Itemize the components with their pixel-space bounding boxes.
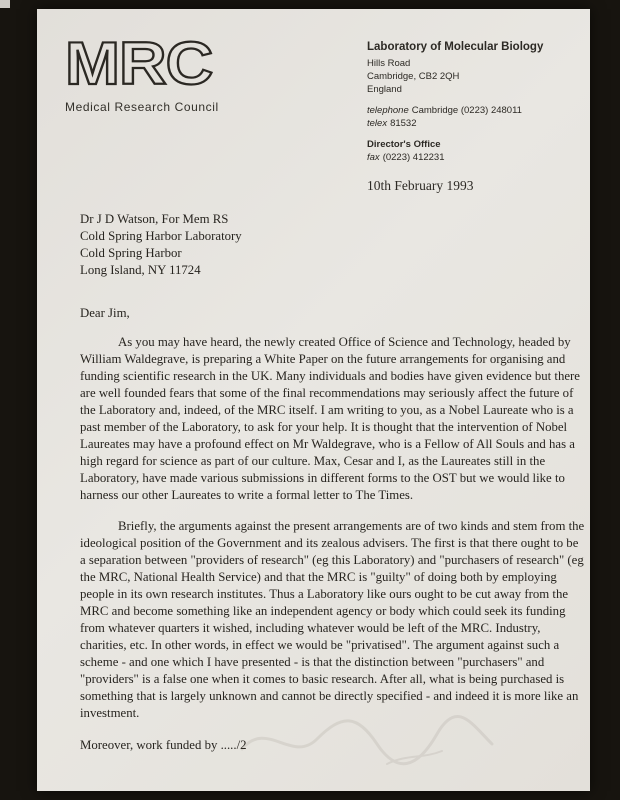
fax-line — [367, 151, 577, 164]
telephone-label: telephone — [367, 105, 409, 116]
mrc-logo-block — [65, 28, 219, 114]
body-paragraph: As you may have heard, the newly created Office of Science and Technology, headed by William Waldegrave, is preparing a White Paper on the future arrangements for organising and funding scientific research in the UK. Many individuals and bodies have given evidence but there are well founded fears that some of the final recommendations may seriously affect the future of the Laboratory and, indeed, of the MRC itself. I am writing to you, as a Nobel Laureate who is a past member of the Laboratory, to ask for your help. It is thought that the intervention of Nobel Laureates may have a profound effect on Mr Waldegrave, who is a Fellow of All Souls and has a high regard for science as part of our culture. Max, Cesar and I, as the Laureates still in the Laboratory, have made various submissions in different forms to the OST but we would like to harness our other Laureates to write a formal letter to The Times. — [80, 335, 580, 502]
lab-name: Laboratory of Molecular Biology — [367, 41, 544, 53]
office-name: Director's Office — [367, 139, 441, 150]
telex-value: 81532 — [390, 118, 417, 129]
recipient-address-block — [80, 211, 587, 279]
telephone-line — [367, 104, 577, 117]
recipient-line: Long Island, NY 11724 — [80, 263, 201, 277]
telex-line — [367, 117, 577, 130]
recipient-line: Cold Spring Harbor — [80, 246, 182, 260]
body-paragraph: Briefly, the arguments against the present arrangements are of two kinds and stem from the ideological position of the Government and its zealous advisers. The first is that there ought to be a separation between "providers of research" (eg this Laboratory) and "purchasers of research" (eg the MRC, National Health Service) and that the MRC is "guilty" of doing both by employing people in its own research institutes. Thus a Laboratory like ours ought to be cut away from the MRC and become something like an independent agency or body which could seek its funding from whatever quarters it wished, including whatever would be left of the MRC. Industry, charities, etc. In other words, in effect we would be "privatised". The argument against such a scheme - and one which I have presented - is that the distinction between "purchasers" and "providers" is a false one when it comes to basic research. After all, what is being purchased is something that is largely unknown and cannot be directly specified - and indeed it is more like an investment. — [80, 519, 585, 720]
letterhead-right-block — [367, 41, 577, 192]
fax-label: fax — [367, 152, 380, 163]
org-name: Medical Research Council — [65, 100, 219, 114]
scan-corner-artifact — [0, 0, 10, 8]
recipient-line: Dr J D Watson, For Mem RS — [80, 212, 229, 226]
address-line: Cambridge, CB2 2QH — [367, 71, 460, 82]
telex-label: telex — [367, 118, 388, 129]
letter-page — [37, 9, 590, 791]
continuation-line: Moreover, work funded by ...../2 — [80, 738, 247, 752]
letter-date: 10th February 1993 — [367, 178, 474, 193]
telephone-value: Cambridge (0223) 248011 — [411, 105, 522, 116]
salutation: Dear Jim, — [80, 306, 130, 320]
address-line: England — [367, 84, 402, 95]
recipient-line: Cold Spring Harbor Laboratory — [80, 229, 242, 243]
mrc-logo: MRC — [65, 28, 213, 97]
address-line: Hills Road — [367, 58, 411, 69]
letter-content — [80, 211, 587, 754]
fax-value: (0223) 412231 — [382, 152, 445, 163]
